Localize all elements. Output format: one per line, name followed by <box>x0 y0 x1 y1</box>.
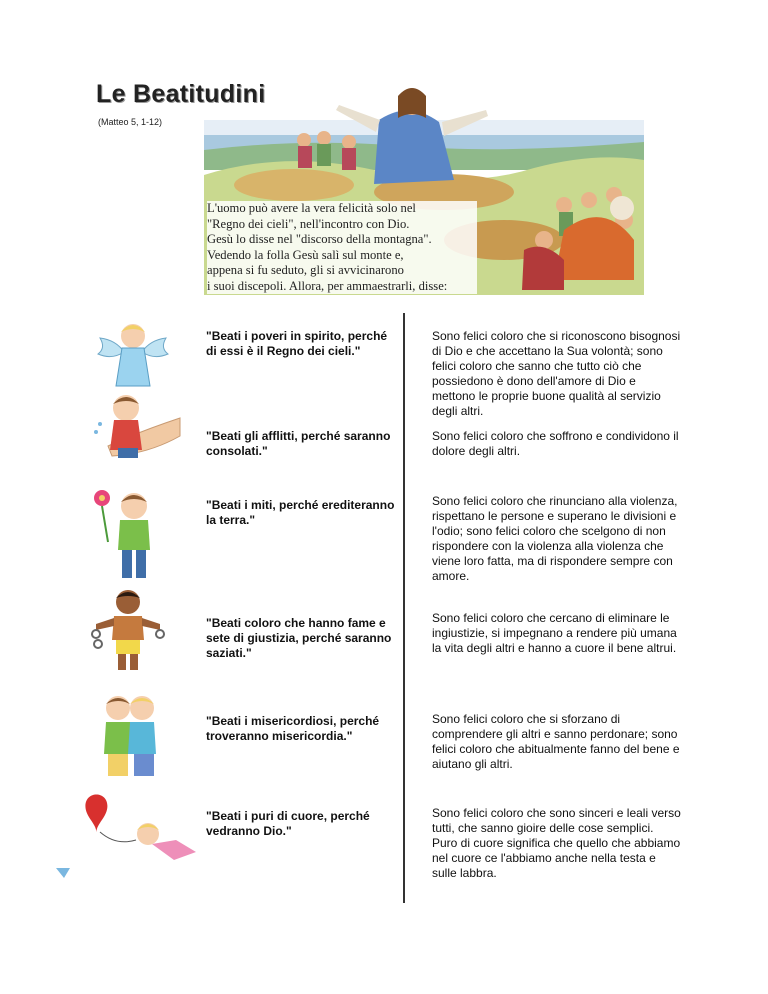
child-heart-balloon-icon <box>56 790 206 878</box>
beatitude-explanation: Sono felici coloro che si riconoscono bisognosi di Dio e che accettano la Sua volontà; sono felici coloro che sanno che tutto ciò che possiedono è dono dell'amore di Dio e mettono le proprie buone qualità al servizio degli altri. <box>432 329 681 418</box>
column-divider <box>403 313 405 903</box>
beatitude-explanation: Sono felici coloro che si sforzano di comprendere gli altri e sanno perdonare; sono felici coloro che abitualmente fanno del bene e aiutano gli altri. <box>432 712 680 771</box>
children-hugging-icon <box>96 692 166 780</box>
beatitude-explanation: Sono felici coloro che rinunciano alla violenza, rispettano le persone e superano le divisioni e l'odio; sono felici coloro che scelgono di non rispondere con la violenza alla violenza che viene loro fatta, ma di rispondere sempre con amore. <box>432 494 678 583</box>
page-title: Le Beatitudini <box>96 80 266 108</box>
beatitude-quote: "Beati i misericordiosi, perché troveranno misericordia." <box>206 714 380 743</box>
angel-child-icon <box>92 318 174 390</box>
beatitude-explanation: Sono felici coloro che soffrono e condividono il dolore degli altri. <box>432 429 679 458</box>
intro-paragraph <box>207 201 477 294</box>
beatitude-quote: "Beati gli afflitti, perché saranno consolati." <box>206 429 391 458</box>
intro-line: appena si fu seduto, gli si avvicinarono <box>207 263 404 277</box>
intro-line: L'uomo può avere la vera felicità solo nel <box>207 201 416 215</box>
child-with-flower-icon <box>88 484 164 584</box>
intro-line: Gesù lo disse nel "discorso della montagna". <box>207 232 432 246</box>
child-broken-chains-icon <box>88 588 168 672</box>
beatitude-explanation: Sono felici coloro che sono sinceri e leali verso tutti, che sanno gioire delle cose semplici. Puro di cuore significa che quello che abbiamo nel cuore ce l'abbiamo anche nella testa e sulle labbra. <box>432 806 681 880</box>
intro-line: Vedendo la folla Gesù salì sul monte e, <box>207 247 404 262</box>
crying-child-hand-icon <box>88 388 182 464</box>
beatitude-explanation: Sono felici coloro che cercano di eliminare le ingiustizie, si impegnano a rendere più umana la vita degli altri e hanno a cuore il bene altrui. <box>432 611 677 655</box>
beatitude-quote: "Beati i poveri in spirito, perché di essi è il Regno dei cieli." <box>206 329 388 358</box>
bible-reference: (Matteo 5, 1-12) <box>98 117 163 127</box>
intro-line: i suoi discepoli. Allora, per ammaestrarli, disse: <box>207 278 448 293</box>
beatitude-quote: "Beati i miti, perché erediteranno la terra." <box>206 498 395 527</box>
intro-line: "Regno dei cieli", nell'incontro con Dio. <box>207 216 410 231</box>
beatitude-quote: "Beati coloro che hanno fame e sete di giustizia, perché saranno saziati." <box>206 616 392 660</box>
beatitude-quote: "Beati i puri di cuore, perché vedranno Dio." <box>206 809 370 838</box>
